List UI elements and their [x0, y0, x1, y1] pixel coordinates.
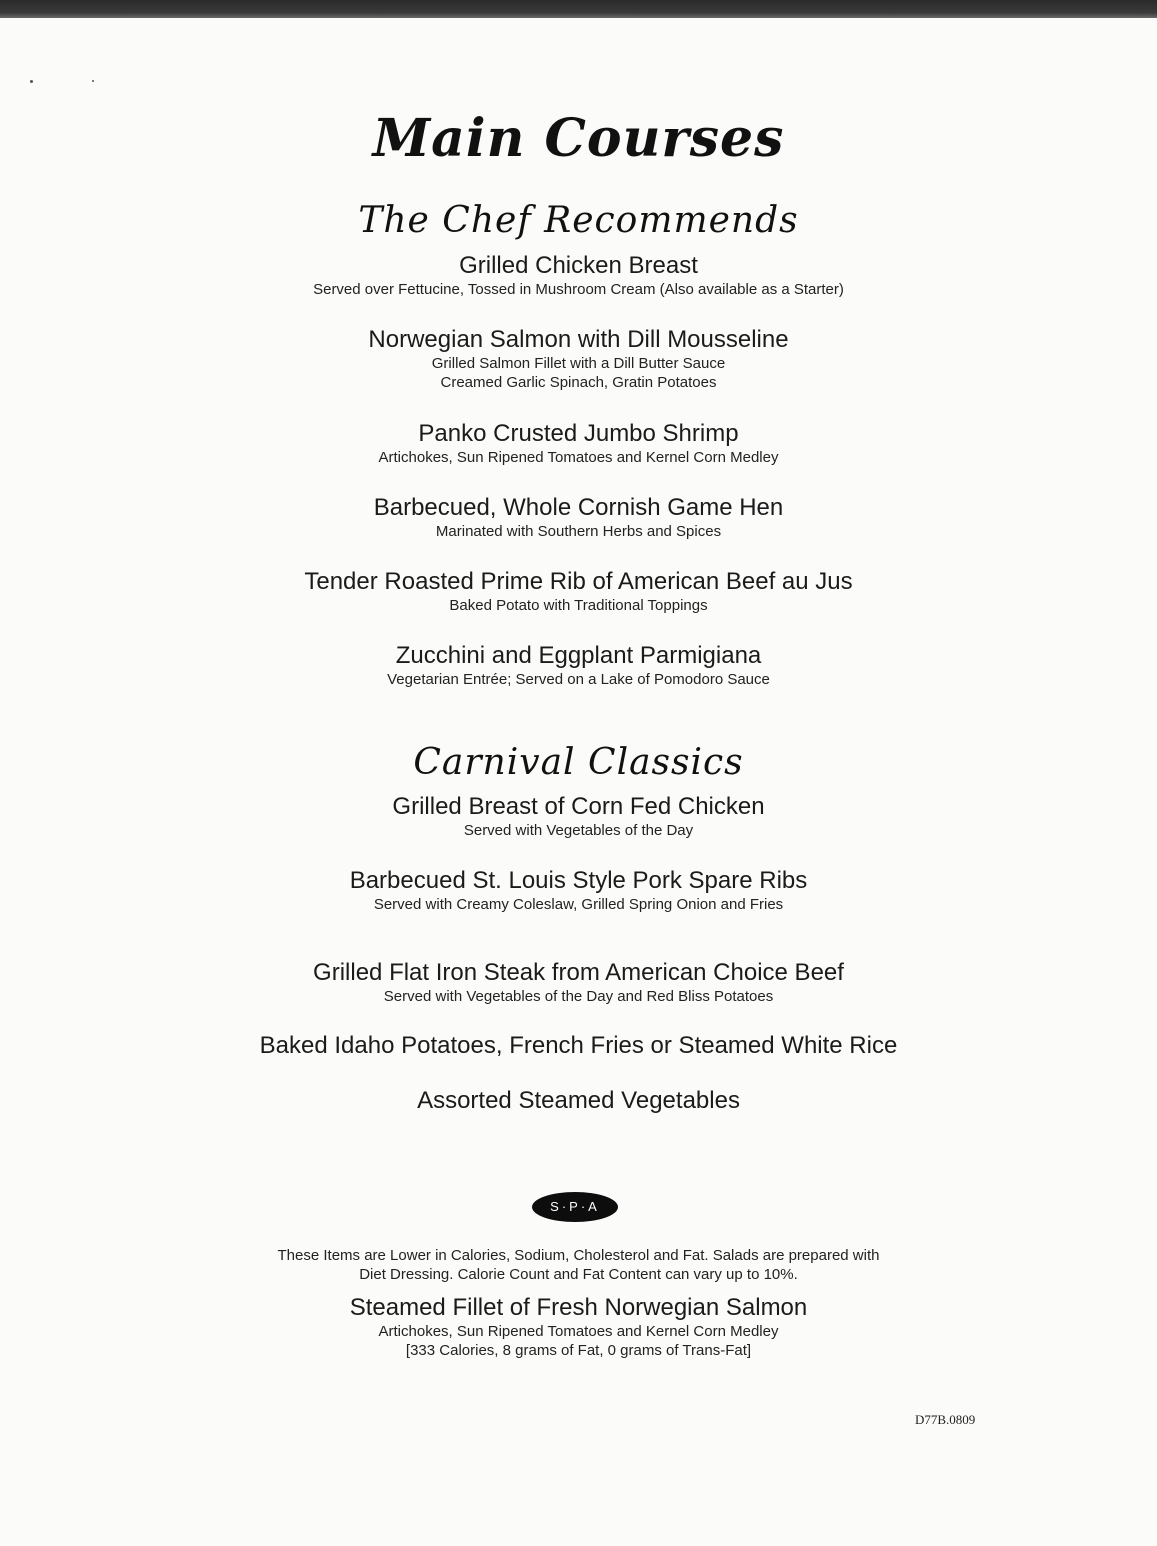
side-dish-starches: Baked Idaho Potatoes, French Fries or Steamed White Rice	[259, 1032, 898, 1059]
menu-item-name: Grilled Chicken Breast	[459, 252, 698, 279]
menu-item-steamed-salmon	[0, 1294, 1157, 1360]
menu-code: D77B.0809	[915, 1412, 976, 1427]
menu-item-name: Steamed Fillet of Fresh Norwegian Salmon	[349, 1294, 808, 1321]
menu-item-prime-rib	[0, 568, 1157, 615]
menu-title: Main Courses	[372, 108, 785, 169]
menu-item-name: Barbecued, Whole Cornish Game Hen	[373, 494, 784, 521]
menu-item-name: Panko Crusted Jumbo Shrimp	[418, 420, 739, 447]
spa-logo: S·P·A	[532, 1192, 618, 1222]
menu-item-description: Baked Potato with Traditional Toppings	[449, 597, 708, 614]
menu-item-description: Creamed Garlic Spinach, Gratin Potatoes	[440, 374, 717, 391]
menu-item-description: Served with Vegetables of the Day and Red Bliss Potatoes	[383, 988, 774, 1005]
scan-speck	[30, 80, 33, 83]
menu-item-description: Served over Fettucine, Tossed in Mushroom Cream (Also available as a Starter)	[313, 281, 844, 298]
menu-item-name: Barbecued St. Louis Style Pork Spare Ribs	[349, 867, 808, 894]
menu-item-name: Grilled Breast of Corn Fed Chicken	[392, 793, 765, 820]
menu-item-eggplant-parmigiana	[0, 642, 1157, 689]
menu-item-description: Artichokes, Sun Ripened Tomatoes and Kernel Corn Medley	[378, 449, 779, 466]
menu-item-corn-fed-chicken	[0, 793, 1157, 840]
menu-item-name: Grilled Flat Iron Steak from American Choice Beef	[313, 959, 844, 986]
menu-item-name: Tender Roasted Prime Rib of American Beef au Jus	[304, 568, 853, 595]
spa-note-line: Diet Dressing. Calorie Count and Fat Content can vary up to 10%.	[359, 1266, 798, 1283]
menu-item-description: Grilled Salmon Fillet with a Dill Butter Sauce	[431, 355, 726, 372]
spa-note-line: These Items are Lower in Calories, Sodium, Cholesterol and Fat. Salads are prepared with	[277, 1247, 880, 1264]
section-heading-chef-recommends: The Chef Recommends	[358, 200, 799, 241]
menu-item-description: Served with Vegetables of the Day	[463, 822, 694, 839]
menu-item-panko-shrimp	[0, 420, 1157, 467]
menu-item-name: Zucchini and Eggplant Parmigiana	[395, 642, 762, 669]
menu-item-description: Vegetarian Entrée; Served on a Lake of Pomodoro Sauce	[387, 671, 770, 688]
menu-item-description: Artichokes, Sun Ripened Tomatoes and Kernel Corn Medley	[378, 1323, 779, 1340]
menu-item-pork-spare-ribs	[0, 867, 1157, 914]
scan-speck	[92, 80, 94, 82]
menu-item-norwegian-salmon	[0, 326, 1157, 392]
side-dish-vegetables: Assorted Steamed Vegetables	[417, 1087, 740, 1114]
section-heading-carnival-classics: Carnival Classics	[413, 742, 744, 783]
menu-item-grilled-chicken-breast	[0, 252, 1157, 299]
menu-item-description: Marinated with Southern Herbs and Spices	[435, 523, 722, 540]
menu-item-cornish-game-hen	[0, 494, 1157, 541]
menu-item-flat-iron-steak	[0, 959, 1157, 1006]
menu-item-description: Served with Creamy Coleslaw, Grilled Spring Onion and Fries	[373, 896, 784, 913]
menu-item-nutrition: [333 Calories, 8 grams of Fat, 0 grams of Trans-Fat]	[405, 1342, 752, 1359]
scan-top-edge	[0, 0, 1157, 18]
spa-note	[250, 1246, 907, 1284]
menu-item-name: Norwegian Salmon with Dill Mousseline	[368, 326, 789, 353]
